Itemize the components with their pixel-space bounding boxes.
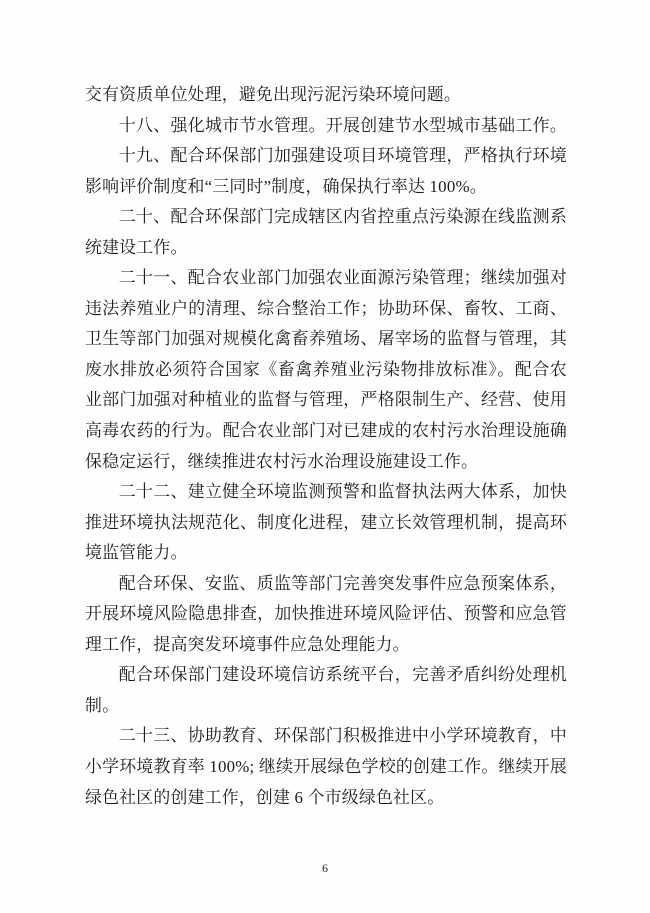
page-number: 6 — [322, 861, 328, 875]
text-line: 交有资质单位处理，避免出现污泥污染环境问题。 — [85, 85, 461, 104]
text-line: 保稳定运行，继续推进农村污水治理设施建设工作。 — [85, 451, 479, 471]
text-line: 统建设工作。 — [85, 237, 188, 257]
text-line: 推进环境执法规范化、制度化进程，建立长效管理机制，提高环 — [85, 512, 567, 532]
text-line: 二十、配合环保部门完成辖区内省控重点污染源在线监测系 — [118, 207, 567, 227]
text-line: 开展环境风险隐患排查，加快推进环境风险评估、预警和应急管 — [85, 604, 567, 624]
text-line: 配合环保、安监、质监等部门完善突发事件应急预案体系， — [118, 573, 567, 593]
text-line: 理工作，提高突发环境事件应急处理能力。 — [85, 634, 410, 654]
document-body — [85, 80, 567, 813]
text-line: 小学环境教育率 100%; 继续开展绿色学校的创建工作。继续开展 — [85, 757, 567, 777]
text-line: 绿色社区的创建工作，创建 6 个市级绿色社区。 — [85, 787, 445, 807]
text-line: 十八、强化城市节水管理。开展创建节水型城市基础工作。 — [118, 115, 567, 135]
text-line: 二十一、配合农业部门加强农业面源污染管理；继续加强对 — [118, 268, 567, 288]
text-line: 卫生等部门加强对规模化禽畜养殖场、屠宰场的监督与管理，其 — [85, 329, 567, 349]
text-line: 违法养殖业户的清理、综合整治工作；协助环保、畜牧、工商、 — [85, 298, 567, 318]
text-line: 十九、配合环保部门加强建设项目环境管理，严格执行环境 — [118, 146, 567, 166]
text-line: 配合环保部门建设环境信访系统平台，完善矛盾纠纷处理机 — [118, 665, 567, 685]
text-line: 影响评价制度和“三同时”制度，确保执行率达 100%。 — [85, 176, 487, 196]
text-line: 高毒农药的行为。配合农业部门对已建成的农村污水治理设施确 — [85, 421, 567, 441]
text-line: 境监管能力。 — [85, 543, 188, 563]
text-line: 废水排放必须符合国家《畜禽养殖业污染物排放标准》。配合农 — [85, 359, 567, 379]
text-line: 二十二、建立健全环境监测预警和监督执法两大体系，加快 — [118, 482, 567, 502]
text-line: 二十三、协助教育、环保部门积极推进中小学环境教育，中 — [118, 726, 567, 746]
text-line: 业部门加强对种植业的监督与管理，严格限制生产、经营、使用 — [85, 390, 567, 410]
text-line: 制。 — [85, 695, 120, 715]
